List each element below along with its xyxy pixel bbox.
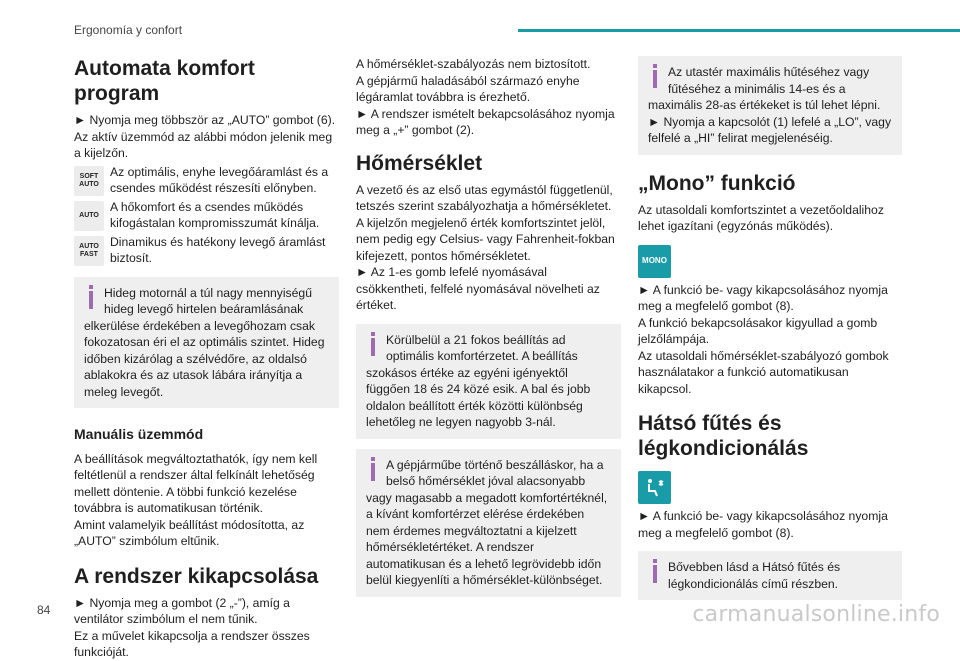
paragraph: A gépjármű haladásából származó enyhe légáramlat továbbra is érezhető.: [356, 73, 580, 104]
heading-auto-comfort: Automata komfort program: [74, 57, 255, 105]
column-2: [356, 56, 621, 597]
heading-temperature: Hőmérséklet: [356, 151, 483, 175]
badge-line: AUTO: [79, 211, 99, 219]
column-1: [74, 56, 339, 661]
mode-row-soft: [74, 164, 339, 197]
mode-description: Dinamikus és hatékony levegő áramlást biztosít.: [110, 234, 326, 265]
info-icon: [648, 64, 662, 90]
note-text: Az utastér maximális hűtéséhez vagy fűtéséhez a minimális 14-es és a maximális 28-as értékeket is túl lehet lépni. ► Nyomja a kapcsolót (1) lefelé a „LO”, vagy felfelé a „HI” felirat megjelenéséig.: [648, 65, 892, 145]
mode-description: Az optimális, enyhe levegőáramlást és a csendes működést részesíti előnyben.: [110, 164, 329, 195]
badge-line: FAST: [80, 250, 98, 258]
paragraph: ► Az 1-es gomb lefelé nyomásával csökkentheti, felfelé nyomásával növelheti az értéket.: [356, 265, 600, 312]
heading-rear-climate: Hátsó fűtés és légkondicionálás: [638, 412, 809, 460]
paragraph: A funkció bekapcsolásakor kigyullad a gomb jelzőlámpája.: [638, 315, 878, 346]
paragraph: A beállítások megváltoztathatók, így nem kell feltétlenül a rendszer által felkínált lehetőség mellett döntenie. A többi funkció kezelése továbbra is automatikusan történik.: [74, 451, 318, 515]
paragraph: ► A funkció be- vagy kikapcsolásához nyomja meg a megfelelő gombot (8).: [638, 282, 888, 313]
header-accent-bar: [518, 29, 960, 32]
info-icon: [366, 332, 380, 358]
paragraph: ► A funkció be- vagy kikapcsolásához nyomja meg a megfelelő gombot (8).: [638, 509, 888, 540]
page-number: 84: [37, 603, 51, 617]
heading-switch-off: A rendszer kikapcsolása: [74, 564, 319, 588]
paragraph: Amint valamelyik beállítást módosította, az „AUTO” szimbólum eltűnik.: [74, 517, 305, 548]
mono-icon: MONO: [638, 245, 671, 278]
mode-row-fast: [74, 234, 339, 267]
paragraph: Ez a művelet kikapcsolja a rendszer összes funkcióját.: [74, 628, 310, 659]
info-icon: [366, 457, 380, 483]
heading-manual-mode: Manuális üzemmód: [74, 426, 204, 442]
mode-row-auto: [74, 199, 339, 232]
info-note: [638, 551, 902, 600]
soft-auto-icon: [74, 166, 104, 196]
info-note: [74, 277, 339, 409]
note-text: Bővebben lásd a Hátsó fűtés és légkondicionálás című részben.: [668, 560, 841, 591]
badge-line: AUTO: [79, 180, 99, 188]
note-text: A gépjárműbe történő beszálláskor, ha a belső hőmérséklet jóval alacsonyabb vagy magasabb a megadott komfortértéknél, a kívánt komfortérzet elérése érdekében nem érdemes megváltoztatni a kijelzett hőmérsékletértéket. A rendszer automatikusan és a lehető legrövidebb időn belül kiegyenlíti a hőmérséklet-különbséget.: [366, 457, 608, 587]
badge-line: AUTO: [79, 242, 99, 250]
note-text: Körülbelül a 21 fokos beállítás ad optimális komfortérzetet. A beállítás szokásos értéke az egyéni igényektől függően 18 és 24 közé esik. A bal és jobb oldalon beállított érték közötti különbség lehetőleg ne legyen nagyobb 3-nál.: [366, 332, 591, 429]
heading-mono: „Mono” funkció: [638, 171, 796, 195]
info-icon: [648, 559, 662, 585]
auto-icon: [74, 201, 104, 231]
watermark: carmanualsonline.info: [692, 602, 940, 627]
mode-description: A hőkomfort és a csendes működés kifogástalan kompromisszumát kínálja.: [110, 199, 320, 230]
paragraph: A vezető és az első utas egymástól függetlenül, tetszés szerint szabályozhatja a hőmérsékletet.: [356, 182, 613, 213]
paragraph: ► Nyomja meg többször az „AUTO” gombot (6). Az aktív üzemmód az alábbi módon jelenik meg a kijelzőn.: [74, 113, 336, 160]
info-note: [356, 324, 621, 439]
paragraph: A kijelzőn megjelenő érték komfortszintet jelöl, nem pedig egy Celsius- vagy Fahrenheit-fokban kifejezett, pontos hőmérsékletet.: [356, 215, 615, 263]
paragraph: ► A rendszer ismételt bekapcsolásához nyomja meg a „+” gombot (2).: [356, 106, 615, 137]
note-text: Hideg motornál a túl nagy mennyiségű hideg levegő hirtelen beáramlásának elkerülése érdekében a levegőhozam csak fokozatosan éri el az optimális szintet. Hideg időben kizárólag a szélvédőre, az oldalsó ablakokra és az utasok lábára irányítja a meleg levegőt.: [84, 285, 325, 399]
paragraph: A hőmérséklet-szabályozás nem biztosított.: [356, 57, 591, 71]
column-3: [638, 56, 902, 600]
info-note: [638, 56, 902, 155]
rear-climate-icon: [638, 471, 671, 504]
header-title: Ergonomía y confort: [74, 23, 183, 37]
paragraph: Az utasoldali hőmérséklet-szabályozó gombok használatakor a funkció automatikusan kikapcsol.: [638, 348, 889, 396]
paragraph: Az utasoldali komfortszintet a vezetőoldalihoz lehet igazítani (egyzónás működés).: [638, 202, 884, 233]
badge-line: SOFT: [79, 172, 99, 180]
auto-fast-icon: [74, 236, 104, 266]
info-note: [356, 449, 621, 597]
info-icon: [84, 285, 98, 311]
paragraph: ► Nyomja meg a gombot (2 „-”), amíg a ventilátor szimbólum el nem tűnik.: [74, 595, 290, 626]
